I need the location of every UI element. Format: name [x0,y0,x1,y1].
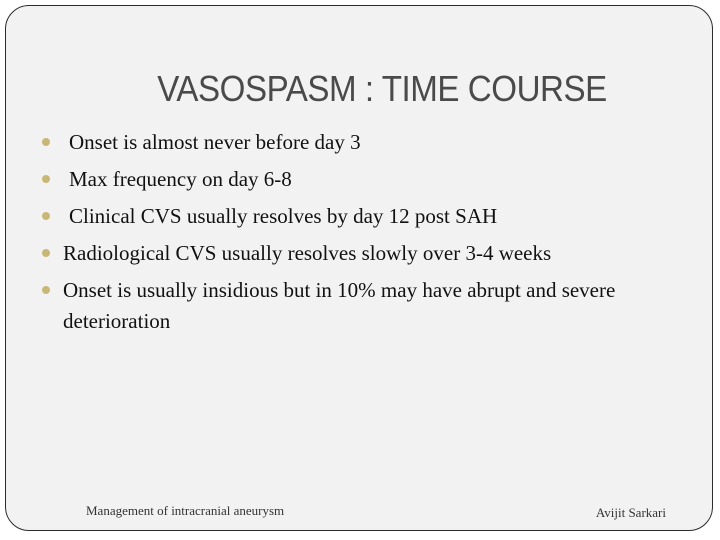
bullet-item [42,164,692,195]
bullet-list [42,127,692,343]
bullet-text: Onset is usually insidious but in 10% may have abrupt and severe deterioration [63,278,616,333]
bullet-item [42,238,692,269]
bullet-dot-icon [42,175,50,183]
slide [5,5,713,531]
footer-author: Avijit Sarkari [595,505,666,520]
bullet-item [42,201,692,232]
footer-presentation-title: Management of intracranial aneurysm [86,503,285,518]
bullet-dot-icon [42,138,50,146]
bullet-item [42,127,692,158]
bullet-dot-icon [42,212,50,220]
bullet-text: Radiological CVS usually resolves slowly over 3-4 weeks [63,241,552,265]
bullet-dot-icon [42,249,50,257]
bullet-text: Max frequency on day 6-8 [69,167,292,191]
bullet-text: Clinical CVS usually resolves by day 12 post SAH [69,204,498,228]
bullet-text: Onset is almost never before day 3 [69,130,361,154]
bullet-item [42,275,692,337]
slide-title: VASOSPASM : TIME COURSE [157,68,607,109]
bullet-dot-icon [42,286,50,294]
